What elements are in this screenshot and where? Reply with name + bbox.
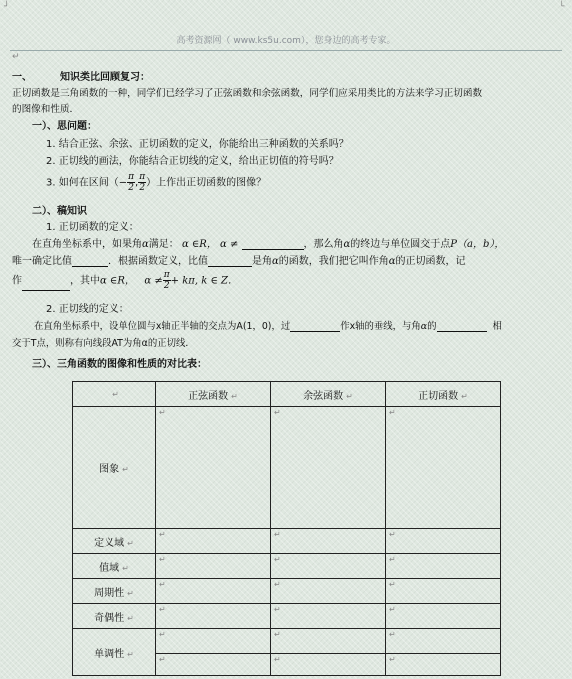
table-cell[interactable]: ↵ [271,629,386,654]
blank [242,239,304,250]
table-cell[interactable]: ↵ [156,604,271,629]
table-cell[interactable]: ↵ [271,407,386,529]
row-label-domain: 定义域 ↵ [73,529,156,554]
row-label-range: 值域 ↵ [73,554,156,579]
corner-mark: ┘ [4,2,10,12]
table-cell[interactable]: ↵ [271,654,386,676]
fraction: $\frac{\pi}{2}$ [128,172,135,193]
blank [208,256,252,267]
row-label-period: 周期性 ↵ [73,579,156,604]
blank [290,321,340,332]
table-cell[interactable]: ↵ [386,604,501,629]
header-rule [10,50,562,51]
question-2: 2. 正切线的画法，你能结合正切线的定义，给出正切值的符号吗？ [46,156,339,167]
table-corner-cell[interactable]: ↵ [73,382,156,407]
table-cell[interactable]: ↵ [386,554,501,579]
blank [437,321,487,332]
question-3: 3. 如何在区间（− $\frac{\pi}{2}$ , $\frac{\pi}{2}$ ）上作出正切函数的图像？ [46,172,267,193]
table-cell[interactable]: ↵ [156,629,271,654]
definition-line-3: 作 ，其中α ∈R， α ≠ $\frac{\pi}{2}$ + kπ, k ∈ Z． [12,270,238,291]
table-cell[interactable]: ↵ [386,579,501,604]
table-cell[interactable]: ↵ [271,529,386,554]
table-row [73,529,501,554]
table-cell[interactable]: ↵ [156,407,271,529]
row-label-parity: 奇偶性 ↵ [73,604,156,629]
intro-line-2: 的图像和性质． [12,104,80,115]
table-row [73,579,501,604]
table-cell[interactable]: ↵ [156,554,271,579]
table-cell[interactable]: ↵ [271,604,386,629]
row-label-graph: 图象 ↵ [73,407,156,529]
table-cell[interactable]: ↵ [386,407,501,529]
section-title: 知识类比回顾复习： [60,72,150,83]
table-row [73,604,501,629]
blank [22,280,70,291]
table-cell[interactable]: ↵ [386,529,501,554]
definition-line-1: 在直角坐标系中，如果角α满足： α ∈R， α ≠ ，那么角α的终边与单位圆交于点P（a，b）， [32,239,505,250]
table-row [73,554,501,579]
header-sine[interactable]: 正弦函数 ↵ [156,382,271,407]
table-cell[interactable]: ↵ [386,654,501,676]
header-cosine[interactable]: 余弦函数 ↵ [271,382,386,407]
intro-line-1: 正切函数是三角函数的一种，同学们已经学习了正弦函数和余弦函数，同学们应采用类比的方法来学习正切函数 [12,88,483,99]
comparison-table [72,381,501,676]
table-cell[interactable]: ↵ [156,654,271,676]
definition-heading: 1. 正切函数的定义： [46,222,139,233]
blank [72,256,108,267]
page-header: 高考资源网（ www.ks5u.com），您身边的高考专家。 [176,36,396,46]
table-row [73,629,501,654]
table-cell[interactable]: ↵ [271,579,386,604]
subsection-title: 一）、思问题： [32,121,97,132]
question-1: 1. 结合正弦、余弦、正切函数的定义，你能给出三种函数的关系吗？ [46,139,349,150]
header-tangent[interactable]: 正切函数 ↵ [386,382,501,407]
subsection-title: 二）、稿知识 [32,206,87,217]
tangent-line-heading: 2. 正切线的定义： [46,304,129,315]
corner-mark: └ [559,2,565,12]
fraction: $\frac{\pi}{2}$ [163,270,170,291]
table-header-row [73,382,501,407]
table-cell[interactable]: ↵ [156,579,271,604]
table-cell[interactable]: ↵ [156,529,271,554]
tangent-line-def-2: 交于T点，则称有向线段AT为角α的正切线． [12,338,195,349]
table-cell[interactable]: ↵ [386,629,501,654]
subsection-title: 三）、三角函数的图像和性质的对比表： [32,359,207,370]
row-label-monotonicity: 单调性 ↵ [73,629,156,676]
definition-line-2: 唯一确定比值 ．根据函数定义，比值 是角α的函数，我们把它叫作角α的正切函数，记 [12,256,466,267]
paragraph-mark: ↵ [12,52,20,62]
table-cell[interactable]: ↵ [271,554,386,579]
table-row [73,407,501,529]
section-number: 一、 [12,72,32,83]
fraction: $\frac{\pi}{2}$ [139,172,146,193]
tangent-line-def-1: 在直角坐标系中，设单位圆与x轴正半轴的交点为A(1，0)，过 作x轴的垂线，与角α的 相 [34,321,502,332]
